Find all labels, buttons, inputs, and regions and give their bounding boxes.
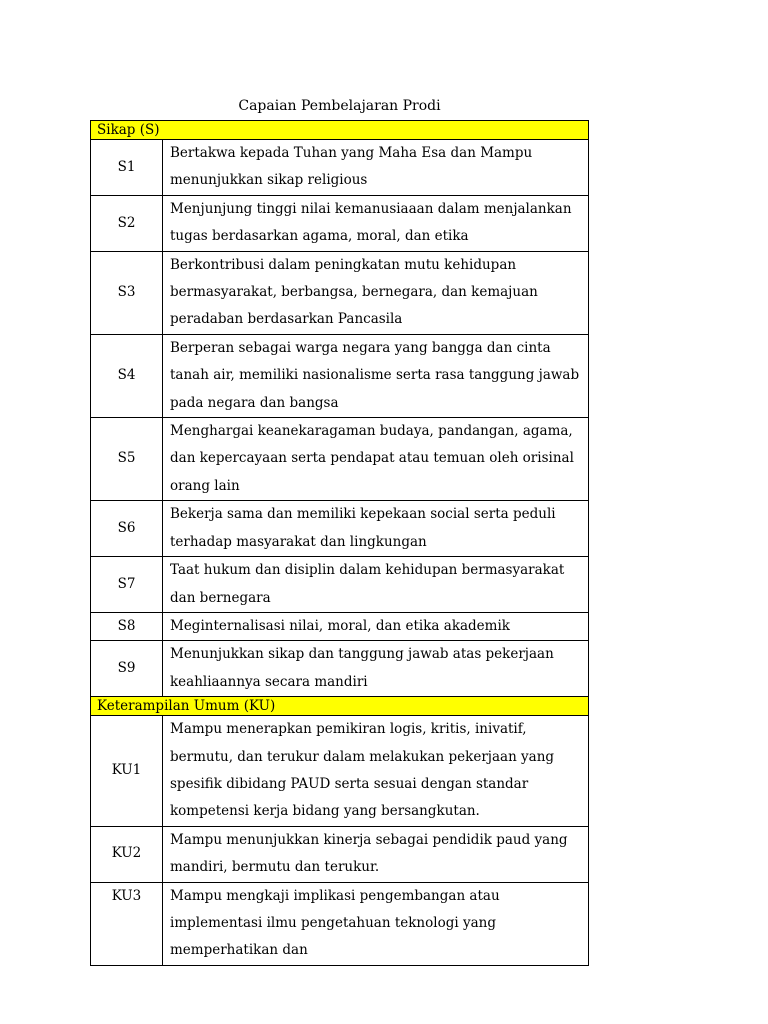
learning-outcomes-table bbox=[90, 120, 589, 966]
section-title: Sikap (S) bbox=[91, 121, 589, 140]
table-row bbox=[91, 641, 589, 697]
outcome-description: Mampu menerapkan pemikiran logis, kritis, inivatif, bermutu, dan terukur dalam melakukan pekerjaan yang spesifik dibidang PAUD serta sesuai dengan standar kompetensi kerja bidang yang bersangkutan. bbox=[163, 716, 589, 827]
outcome-code: S8 bbox=[91, 612, 163, 640]
outcome-code: KU2 bbox=[91, 826, 163, 882]
table-row bbox=[91, 557, 589, 613]
outcome-description: Menjunjung tinggi nilai kemanusiaaan dalam menjalankan tugas berdasarkan agama, moral, dan etika bbox=[163, 195, 589, 251]
table-row bbox=[91, 826, 589, 882]
outcome-description: Mampu menunjukkan kinerja sebagai pendidik paud yang mandiri, bermutu dan terukur. bbox=[163, 826, 589, 882]
table-row bbox=[91, 501, 589, 557]
page-title: Capaian Pembelajaran Prodi bbox=[238, 98, 441, 114]
table-row bbox=[91, 716, 589, 827]
table-row bbox=[91, 418, 589, 501]
outcome-description: Berkontribusi dalam peningkatan mutu kehidupan bermasyarakat, berbangsa, bernegara, dan kemajuan peradaban berdasarkan Pancasila bbox=[163, 251, 589, 334]
outcome-description: Bekerja sama dan memiliki kepekaan social serta peduli terhadap masyarakat dan lingkungan bbox=[163, 501, 589, 557]
table-row bbox=[91, 612, 589, 640]
outcome-description: Bertakwa kepada Tuhan yang Maha Esa dan Mampu menunjukkan sikap religious bbox=[163, 140, 589, 196]
outcome-code: S2 bbox=[91, 195, 163, 251]
outcome-code: S9 bbox=[91, 641, 163, 697]
outcome-description: Berperan sebagai warga negara yang bangga dan cinta tanah air, memiliki nasionalisme serta rasa tanggung jawab pada negara dan bangsa bbox=[163, 334, 589, 417]
table-row bbox=[91, 882, 589, 965]
section-header-sikap bbox=[91, 121, 589, 140]
outcome-code: S1 bbox=[91, 140, 163, 196]
table-row bbox=[91, 140, 589, 196]
outcome-code: S6 bbox=[91, 501, 163, 557]
outcome-code: S5 bbox=[91, 418, 163, 501]
section-title: Keterampilan Umum (KU) bbox=[91, 697, 589, 716]
outcome-description: Mampu mengkaji implikasi pengembangan atau implementasi ilmu pengetahuan teknologi yang memperhatikan dan bbox=[163, 882, 589, 965]
table-row bbox=[91, 334, 589, 417]
outcome-code: KU1 bbox=[91, 716, 163, 827]
table-row bbox=[91, 195, 589, 251]
outcome-code: KU3 bbox=[91, 882, 163, 965]
outcome-description: Meginternalisasi nilai, moral, dan etika akademik bbox=[163, 612, 589, 640]
outcome-code: S7 bbox=[91, 557, 163, 613]
outcome-description: Menunjukkan sikap dan tanggung jawab atas pekerjaan keahliaannya secara mandiri bbox=[163, 641, 589, 697]
section-header-keterampilan-umum bbox=[91, 697, 589, 716]
outcome-description: Taat hukum dan disiplin dalam kehidupan bermasyarakat dan bernegara bbox=[163, 557, 589, 613]
outcome-description: Menghargai keanekaragaman budaya, pandangan, agama, dan kepercayaan serta pendapat atau temuan oleh orisinal orang lain bbox=[163, 418, 589, 501]
table-row bbox=[91, 251, 589, 334]
outcome-code: S3 bbox=[91, 251, 163, 334]
outcome-code: S4 bbox=[91, 334, 163, 417]
